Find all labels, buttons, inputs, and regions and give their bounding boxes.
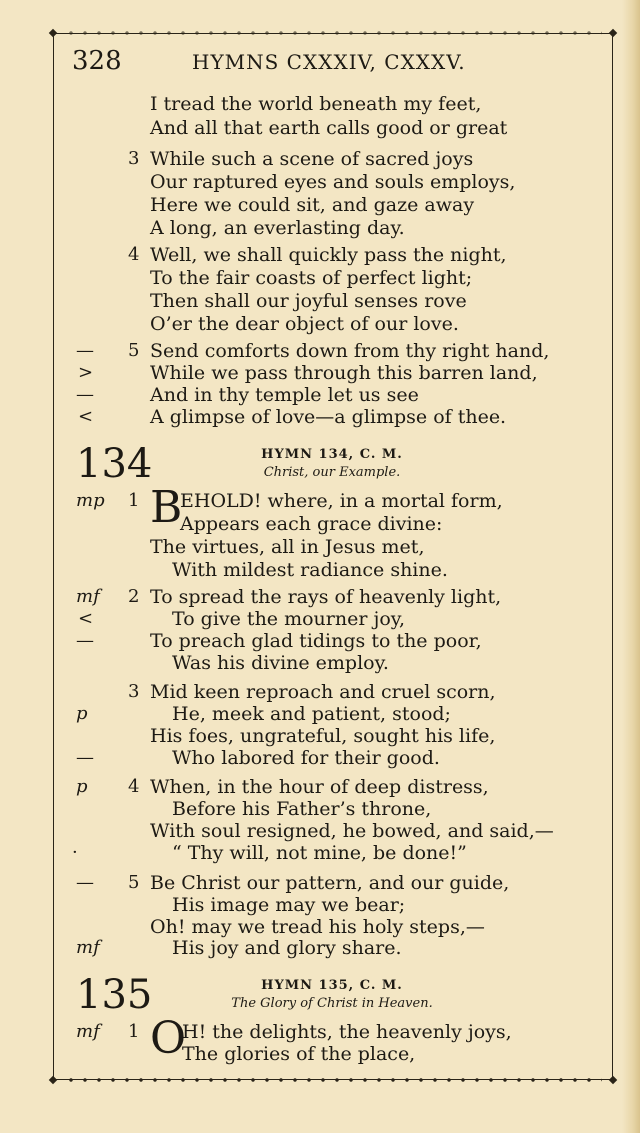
border-ornament — [49, 29, 57, 37]
hymn-subtitle: The Glory of Christ in Heaven. — [231, 996, 433, 1011]
verse-line: With mildest radiance shine. — [172, 559, 448, 581]
dynamic-mark: — — [76, 340, 94, 361]
verse-line: A glimpse of love—a glimpse of thee. — [150, 406, 507, 428]
verse-number: 1 — [128, 490, 140, 511]
verse-line: With soul resigned, he bowed, and said,— — [150, 820, 554, 842]
border-ornament — [609, 1076, 617, 1084]
dynamic-mark: mf — [76, 1021, 100, 1042]
verse-line: To spread the rays of heavenly light, — [150, 586, 502, 608]
hymn-heading: HYMN 135, C. M. — [261, 978, 403, 993]
verse-number: 4 — [128, 244, 140, 265]
verse-line: O’er the dear object of our love. — [150, 313, 459, 335]
verse-number: 1 — [128, 1021, 140, 1042]
hymn-number: 134 — [76, 441, 153, 487]
verse-number: 3 — [128, 681, 140, 702]
verse-line: The virtues, all in Jesus met, — [150, 536, 425, 558]
verse-line: EHOLD! where, in a mortal form, — [180, 490, 503, 512]
dynamic-mark: — — [76, 384, 94, 405]
verse-line: Well, we shall quickly pass the night, — [150, 244, 507, 266]
verse-line: A long, an everlasting day. — [150, 217, 405, 239]
verse-line: Appears each grace divine: — [180, 513, 443, 535]
hymn-number: 135 — [76, 972, 153, 1018]
dynamic-mark: — — [76, 747, 94, 768]
verse-line: Before his Father’s throne, — [172, 798, 432, 820]
verse-line: Oh! may we tread his holy steps,— — [150, 916, 485, 938]
verse-line: He, meek and patient, stood; — [172, 703, 451, 725]
page-edge — [622, 0, 640, 1133]
border-dots — [64, 30, 602, 36]
verse-line: His joy and glory share. — [172, 937, 402, 959]
drop-cap: O — [150, 1013, 187, 1064]
border-ornament — [49, 1076, 57, 1084]
verse-line: Who labored for their good. — [172, 747, 440, 769]
dynamic-mark: · — [72, 842, 78, 863]
verse-line: When, in the hour of deep distress, — [150, 776, 489, 798]
border-ornament — [609, 29, 617, 37]
verse-line: While we pass through this barren land, — [150, 362, 538, 384]
dynamic-mark: < — [78, 406, 94, 427]
verse-line: Here we could sit, and gaze away — [150, 194, 475, 216]
verse-number: 5 — [128, 340, 140, 361]
verse-line: Our raptured eyes and souls employs, — [150, 171, 516, 193]
verse-line: Mid keen reproach and cruel scorn, — [150, 681, 496, 703]
page-header — [72, 46, 592, 80]
dynamic-mark: p — [76, 776, 88, 797]
running-head: HYMNS CXXXIV, CXXXV. — [192, 50, 466, 74]
verse-line: Be Christ our pattern, and our guide, — [150, 872, 510, 894]
verse-line: His foes, ungrateful, sought his life, — [150, 725, 496, 747]
dynamic-mark: > — [78, 362, 94, 383]
verse-line: Then shall our joyful senses rove — [150, 290, 467, 312]
verse-line: H! the delights, the heavenly joys, — [182, 1021, 512, 1043]
verse-line: I tread the world beneath my feet, — [150, 93, 482, 115]
verse-line: His image may we bear; — [172, 894, 406, 916]
verse-line: And all that earth calls good or great — [150, 117, 508, 139]
verse-line: And in thy temple let us see — [150, 384, 419, 406]
border-dots — [64, 1077, 602, 1083]
dynamic-mark: p — [76, 703, 88, 724]
verse-line: To the fair coasts of perfect light; — [150, 267, 473, 289]
verse-line: Was his divine employ. — [172, 652, 389, 674]
verse-line: “ Thy will, not mine, be done!” — [172, 842, 467, 864]
verse-line: While such a scene of sacred joys — [150, 148, 474, 170]
verse-line: To give the mourner joy, — [172, 608, 406, 630]
dynamic-mark: mf — [76, 586, 100, 607]
hymn-heading: HYMN 134, C. M. — [261, 447, 403, 462]
verse-line: The glories of the place, — [182, 1043, 416, 1065]
page-number: 328 — [72, 46, 122, 76]
drop-cap: B — [150, 482, 183, 533]
verse-number: 2 — [128, 586, 140, 607]
dynamic-mark: < — [78, 608, 94, 629]
verse-number: 5 — [128, 872, 140, 893]
verse-line: To preach glad tidings to the poor, — [150, 630, 482, 652]
dynamic-mark: mp — [76, 490, 105, 511]
verse-line: Send comforts down from thy right hand, — [150, 340, 550, 362]
dynamic-mark: — — [76, 872, 94, 893]
hymn-subtitle: Christ, our Example. — [263, 465, 401, 480]
dynamic-mark: — — [76, 630, 94, 651]
verse-number: 3 — [128, 148, 140, 169]
dynamic-mark: mf — [76, 937, 100, 958]
verse-number: 4 — [128, 776, 140, 797]
